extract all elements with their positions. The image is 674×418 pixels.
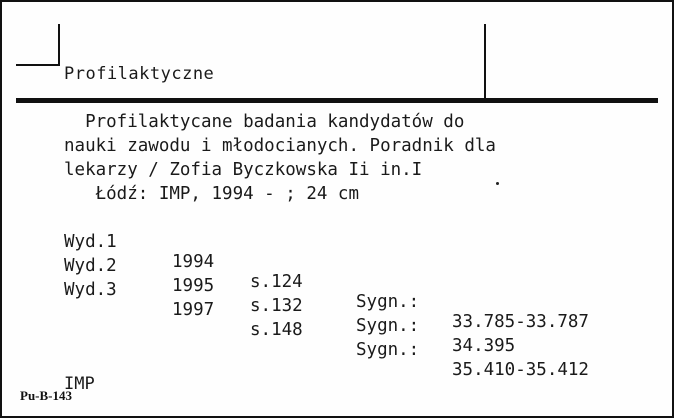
edition-year: 1994	[172, 252, 215, 272]
edition-year: 1997	[172, 300, 215, 320]
card-heading: Profilaktyczne	[64, 64, 215, 84]
sygn-label: Sygn.:	[356, 292, 420, 312]
corner-bracket-vertical	[58, 24, 60, 66]
edition-pages: s.132	[250, 296, 303, 316]
edition-pages: s.124	[250, 272, 303, 292]
stray-dot	[496, 182, 499, 185]
sygn-value: 35.410-35.412	[452, 360, 589, 380]
edition-label: Wyd.2	[64, 256, 117, 276]
heading-rule	[16, 98, 658, 103]
edition-pages: s.148	[250, 320, 303, 340]
sygn-label: Sygn.:	[356, 340, 420, 360]
title-line: Profilaktycane badania kandydatów do	[64, 112, 465, 132]
title-block	[64, 110, 654, 206]
right-vertical-line	[484, 24, 486, 98]
title-line: lekarzy / Zofia Byczkowska Ii in.I	[64, 160, 423, 180]
edition-year: 1995	[172, 276, 215, 296]
footer-code-stamp: Pu-B-143	[20, 388, 72, 403]
sygn-value: 33.785-33.787	[452, 312, 589, 332]
footer-publisher: IMP	[64, 374, 95, 394]
title-line: nauki zawodu i młodocianych. Poradnik dla	[64, 136, 496, 156]
edition-label: Wyd.3	[64, 280, 117, 300]
title-line: Łódź: IMP, 1994 - ; 24 cm	[64, 184, 360, 204]
edition-label: Wyd.1	[64, 232, 117, 252]
sygn-label: Sygn.:	[356, 316, 420, 336]
corner-bracket-horizontal	[16, 64, 60, 66]
sygn-value: 34.395	[452, 336, 516, 356]
